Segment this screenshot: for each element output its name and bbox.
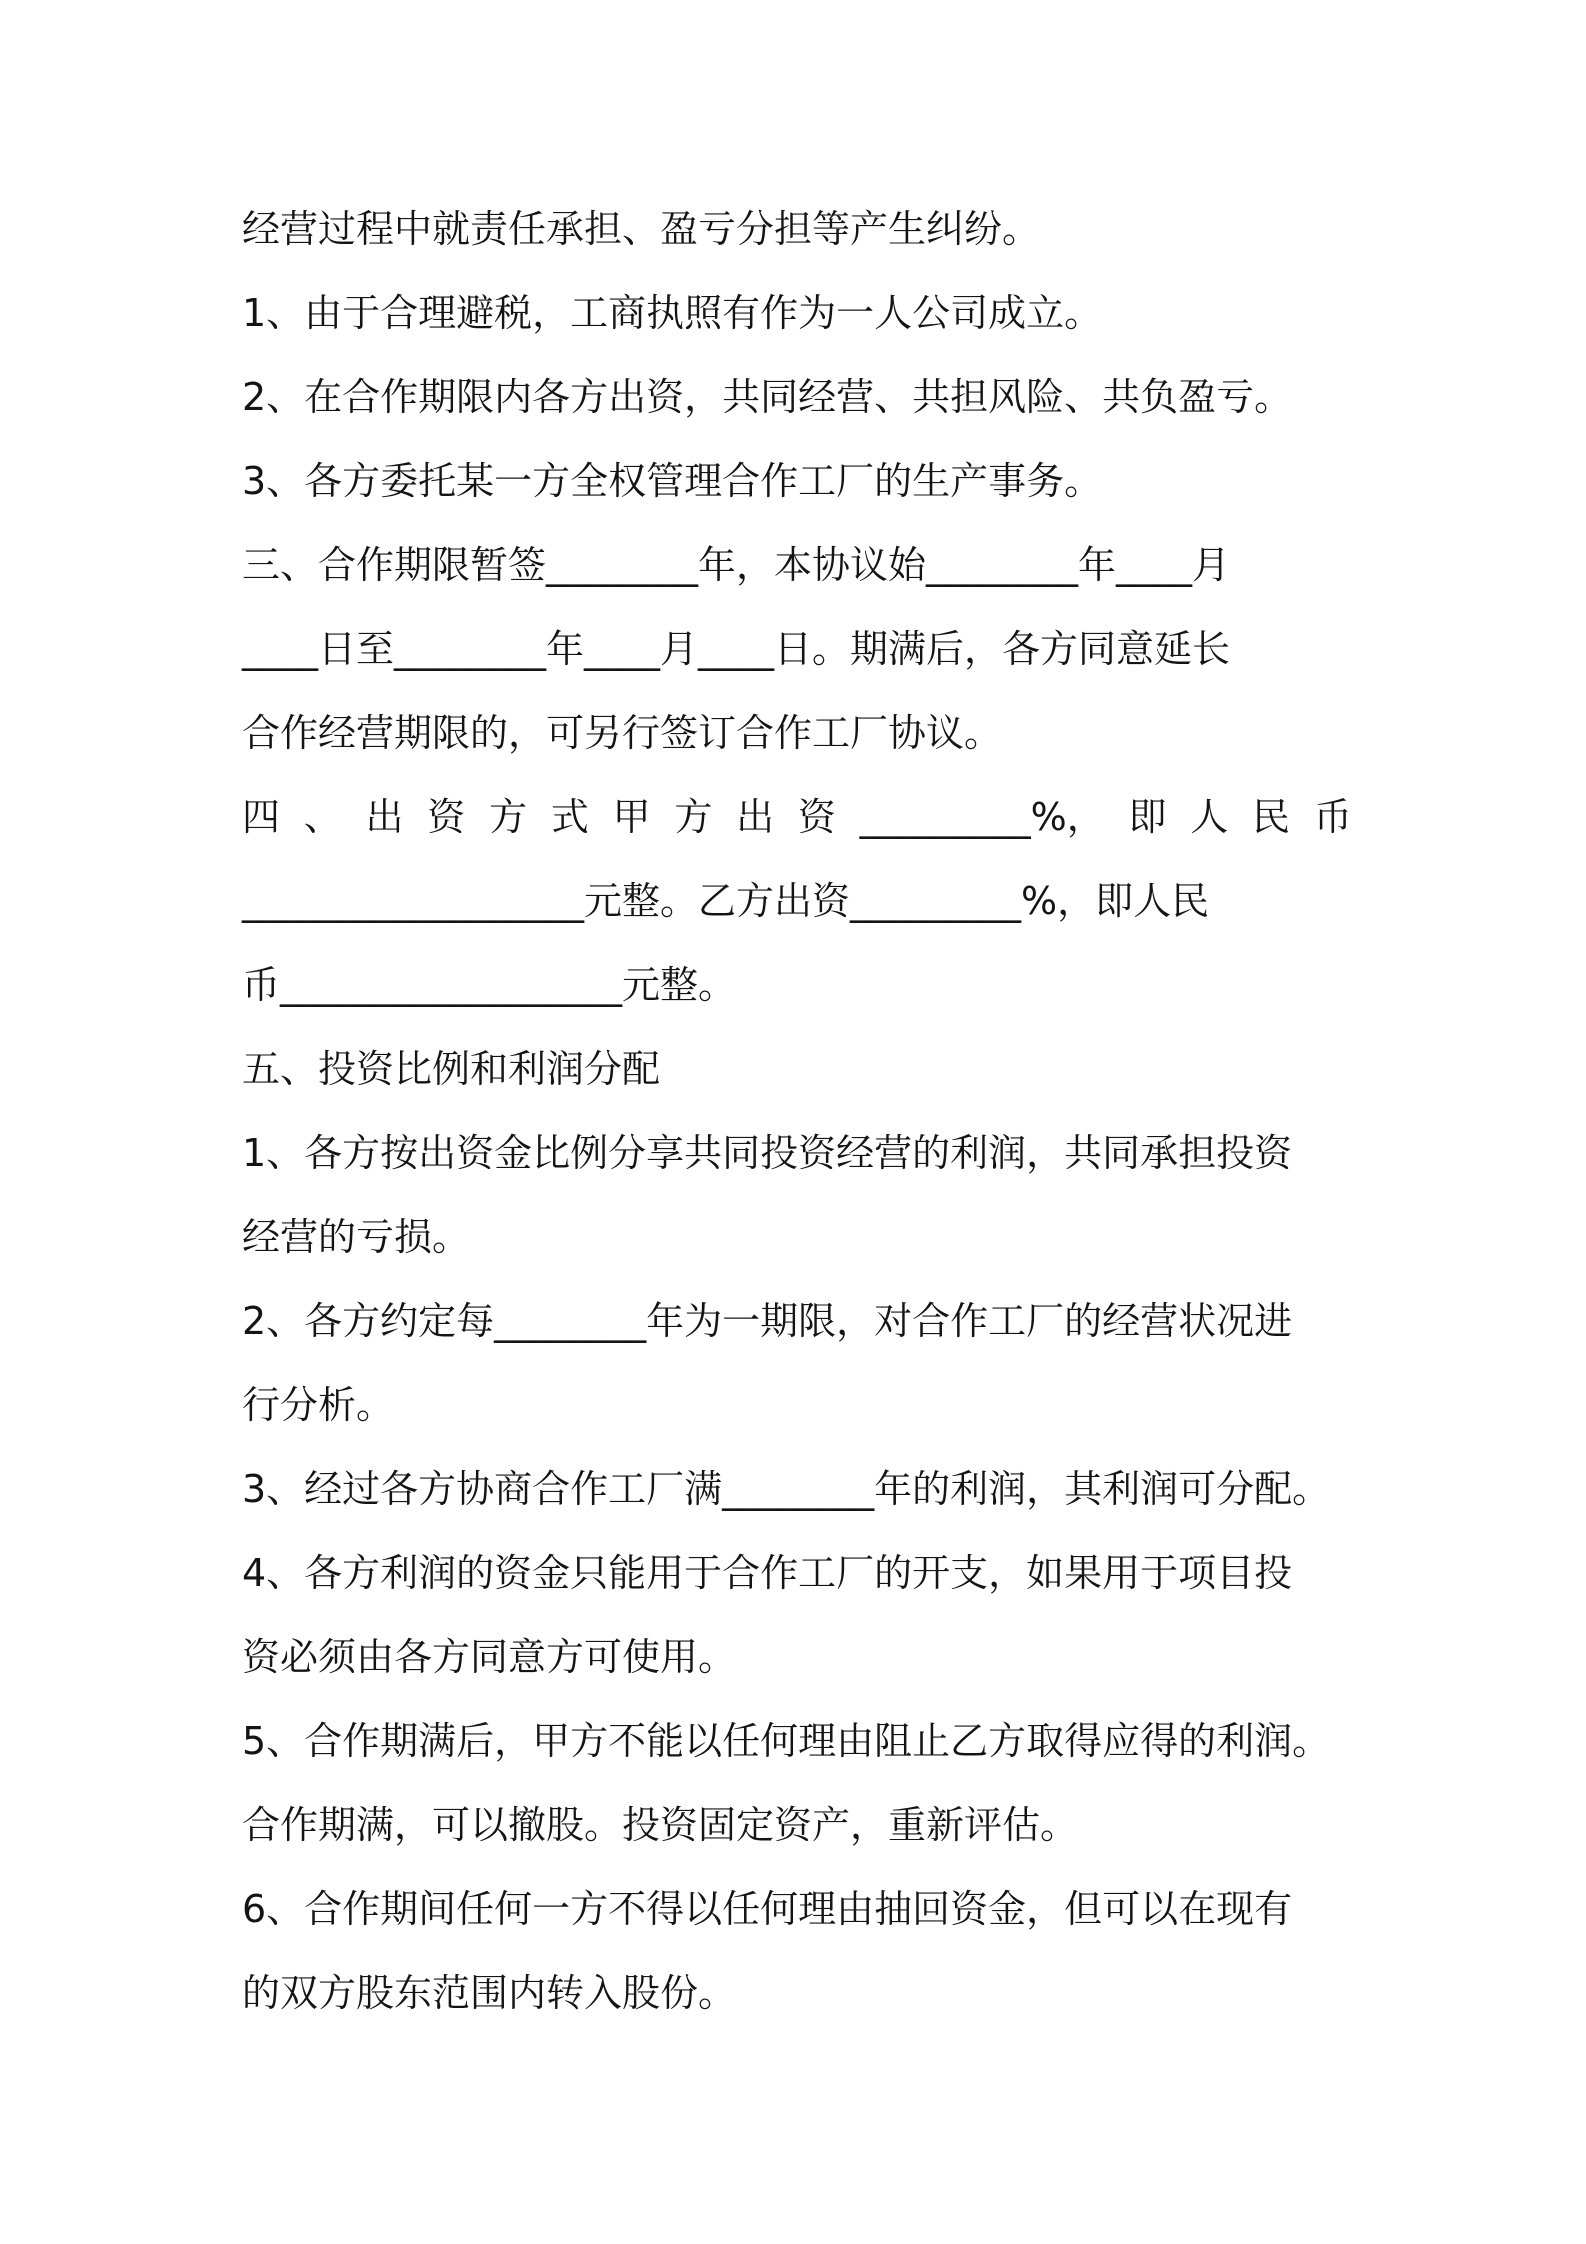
text-line: 合作期满，可以撤股。投资固定资产，重新评估。 [242, 1803, 1079, 1847]
char: 民 [1252, 795, 1291, 839]
text-line: 1、由于合理避税，工商执照有作为一人公司成立。 [242, 291, 1103, 335]
char: 、 [303, 795, 342, 839]
char: 甲 [612, 795, 651, 839]
text-line: 1、各方按出资金比例分享共同投资经营的利润，共同承担投资 [242, 1131, 1293, 1175]
char: 方 [489, 795, 528, 839]
text-line: 经营过程中就责任承担、盈亏分担等产生纠纷。 [242, 207, 1041, 251]
char: 出 [365, 795, 404, 839]
text-line: 6、合作期间任何一方不得以任何理由抽回资金，但可以在现有 [242, 1887, 1293, 1931]
text-line: 2、在合作期限内各方出资，共同经营、共担风险、共负盈亏。 [242, 375, 1293, 419]
text-line: 行分析。 [242, 1383, 395, 1427]
char: 方 [674, 795, 713, 839]
text-line: 的双方股东范围内转入股份。 [242, 1971, 737, 2015]
text-line: 3、经过各方协商合作工厂满________年的利润，其利润可分配。 [242, 1467, 1331, 1511]
char: 式 [550, 795, 589, 839]
char: 人 [1190, 795, 1229, 839]
char: 四 [242, 795, 281, 839]
blank-field: _________%， [859, 795, 1105, 839]
text-line: 3、各方委托某一方全权管理合作工厂的生产事务。 [242, 459, 1103, 503]
text-line: 4、各方利润的资金只能用于合作工厂的开支，如果用于项目投 [242, 1551, 1293, 1595]
text-line: 5、合作期满后，甲方不能以任何理由阻止乙方取得应得的利润。 [242, 1719, 1331, 1763]
char: 资 [427, 795, 466, 839]
char: 出 [736, 795, 775, 839]
text-line: 2、各方约定每________年为一期限，对合作工厂的经营状况进 [242, 1299, 1293, 1343]
text-line: __________________元整。乙方出资_________%，即人民 [242, 879, 1210, 923]
text-line: 经营的亏损。 [242, 1215, 471, 1259]
text-line: 资必须由各方同意方可使用。 [242, 1635, 737, 1679]
char: 资 [797, 795, 836, 839]
char: 即 [1128, 795, 1167, 839]
char: 币 [1313, 795, 1352, 839]
spread-text-line [242, 787, 1352, 847]
text-line: ____日至________年____月____日。期满后，各方同意延长 [242, 627, 1231, 671]
text-line: 三、合作期限暂签________年，本协议始________年____月 [242, 543, 1231, 587]
section-heading: 五、投资比例和利润分配 [242, 1047, 661, 1091]
text-line: 币__________________元整。 [242, 963, 737, 1007]
text-line: 合作经营期限的，可另行签订合作工厂协议。 [242, 711, 1003, 755]
